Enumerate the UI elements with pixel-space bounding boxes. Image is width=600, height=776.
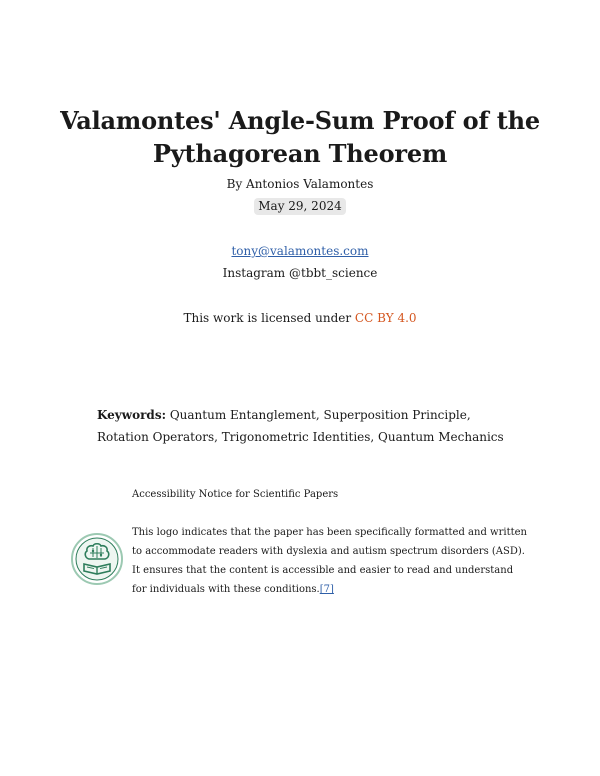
instagram-handle: Instagram @tbbt_science bbox=[222, 266, 378, 280]
title-line-2: Pythagorean Theorem bbox=[152, 139, 448, 168]
keywords-text: Quantum Entanglement, Superposition Principle, Rotation Operators, Trigonometric Identities, Quantum Mechanics bbox=[97, 408, 504, 444]
citation-link[interactable]: [7] bbox=[319, 584, 334, 595]
license-text: This work is licensed under bbox=[183, 311, 355, 325]
license-link[interactable]: CC BY 4.0 bbox=[354, 311, 417, 325]
byline: By Antonios Valamontes bbox=[226, 177, 374, 191]
email-line bbox=[0, 244, 600, 259]
email-link[interactable]: tony@valamontes.com bbox=[231, 244, 369, 258]
notice-text: This logo indicates that the paper has been specifically formatted and written to accommodate readers with dyslexia and autism spectrum disorders (ASD). It ensures that the content is accessible and easier to read and understand for individuals with these conditions. bbox=[132, 527, 527, 595]
date-badge: May 29, 2024 bbox=[254, 198, 345, 215]
paper-title bbox=[0, 104, 600, 170]
date-line bbox=[0, 198, 600, 215]
license-line bbox=[0, 311, 600, 326]
title-line-1: Valamontes' Angle-Sum Proof of the bbox=[60, 106, 540, 135]
accessibility-notice-heading: Accessibility Notice for Scientific Papers bbox=[132, 489, 339, 500]
keywords-label: Keywords: bbox=[97, 408, 167, 422]
brain-book-accessibility-icon bbox=[71, 533, 123, 585]
accessibility-notice-body bbox=[132, 523, 527, 599]
keywords-paragraph bbox=[97, 404, 517, 448]
